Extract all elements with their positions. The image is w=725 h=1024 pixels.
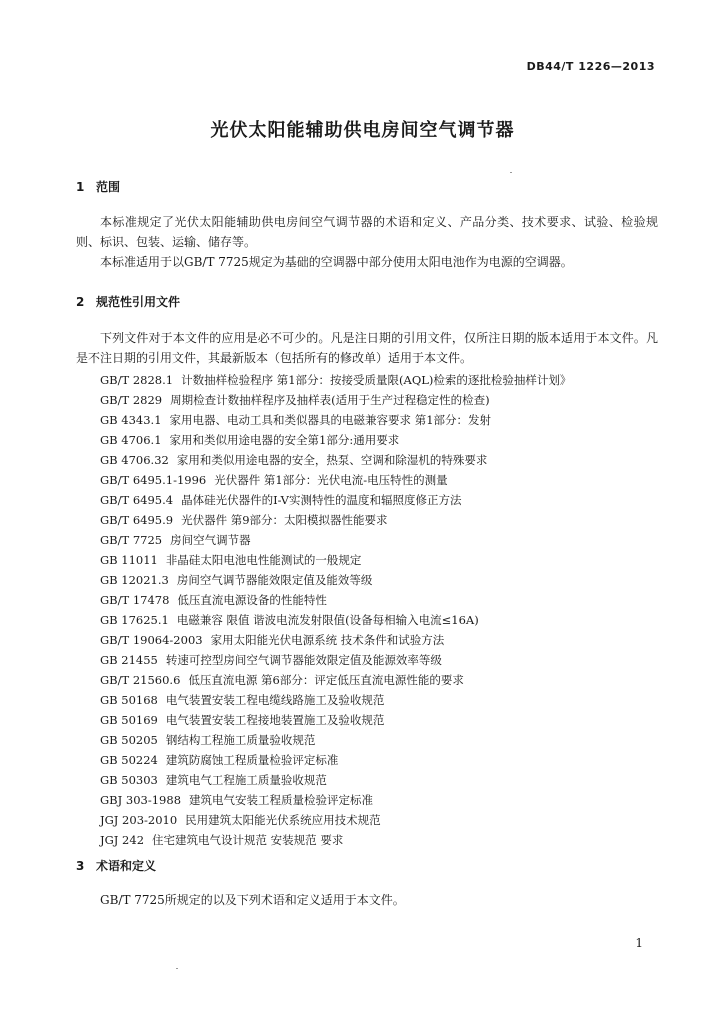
- scope-paragraph-1: 本标准规定了光伏太阳能辅助供电房间空气调节器的术语和定义、产品分类、技术要求、试验、检验规则、标识、包装、运输、储存等。: [76, 215, 658, 249]
- reference-item: [100, 430, 571, 450]
- section-number: 3: [76, 859, 85, 873]
- reference-title: 建筑电气安装工程质量检验评定标准: [189, 793, 374, 807]
- section-title: 范围: [96, 180, 121, 194]
- reference-code: GB 17625.1: [100, 613, 169, 627]
- reference-title: 晶体硅光伏器件的I-V实测特性的温度和辐照度修正方法: [181, 493, 462, 507]
- reference-title: 房间空气调节器能效限定值及能效等级: [176, 573, 373, 587]
- reference-code: JGJ 242: [100, 833, 145, 847]
- reference-code: GB 11011: [100, 553, 158, 567]
- reference-code: GB 4706.1: [100, 433, 162, 447]
- reference-code: GB 4706.32: [100, 453, 169, 467]
- reference-item: [100, 770, 571, 790]
- reference-item: [100, 830, 571, 850]
- reference-item: [100, 410, 571, 430]
- reference-item: [100, 570, 571, 590]
- reference-title: 低压直流电源 第6部分：评定低压直流电源性能的要求: [188, 673, 464, 687]
- reference-item: [100, 390, 571, 410]
- reference-code: GB 21455: [100, 653, 158, 667]
- reference-code: GB/T 6495.1-1996: [100, 473, 207, 487]
- reference-code: GB/T 21560.6: [100, 673, 181, 687]
- section-2-heading: [76, 293, 180, 310]
- reference-title: 民用建筑太阳能光伏系统应用技术规范: [185, 813, 381, 827]
- page-number: 1: [635, 936, 643, 950]
- reference-title: 家用太阳能光伏电源系统 技术条件和试验方法: [210, 633, 445, 647]
- reference-code: GB/T 6495.4: [100, 493, 174, 507]
- reference-code: GBJ 303-1988: [100, 793, 182, 807]
- reference-item: [100, 590, 571, 610]
- reference-title: 家用和类似用途电器的安全第1部分:通用要求: [169, 433, 400, 447]
- reference-item: [100, 790, 571, 810]
- reference-title: 电磁兼容 限值 谐波电流发射限值(设备每相输入电流≤16A): [176, 613, 479, 627]
- scan-speck: [176, 968, 178, 969]
- reference-title: 转速可控型房间空气调节器能效限定值及能源效率等级: [165, 653, 442, 667]
- reference-item: [100, 470, 571, 490]
- reference-item: [100, 650, 571, 670]
- reference-item: [100, 490, 571, 510]
- reference-item: [100, 710, 571, 730]
- reference-code: GB/T 2828.1: [100, 373, 174, 387]
- reference-title: 家用电器、电动工具和类似器具的电磁兼容要求 第1部分：发射: [169, 413, 492, 427]
- reference-title: 光伏器件 第9部分：太阳模拟器性能要求: [181, 513, 388, 527]
- terms-paragraph: GB/T 7725所规定的以及下列术语和定义适用于本文件。: [100, 893, 405, 907]
- reference-title: 钢结构工程施工质量验收规范: [165, 733, 316, 747]
- reference-code: GB 50224: [100, 753, 158, 767]
- reference-code: GB/T 19064-2003: [100, 633, 203, 647]
- reference-title: 非晶硅太阳电池电性能测试的一般规定: [165, 553, 362, 567]
- section-number: 1: [76, 180, 85, 194]
- section-1-heading: [76, 178, 120, 195]
- reference-code: GB 50168: [100, 693, 158, 707]
- reference-code: GB 50205: [100, 733, 158, 747]
- references-intro-paragraph: 下列文件对于本文件的应用是必不可少的。凡是注日期的引用文件，仅所注日期的版本适用于本文件。凡是不注日期的引用文件，其最新版本（包括所有的修改单）适用于本文件。: [76, 331, 658, 365]
- reference-title: 家用和类似用途电器的安全，热泵、空调和除湿机的特殊要求: [176, 453, 488, 467]
- reference-item: [100, 810, 571, 830]
- reference-item: [100, 670, 571, 690]
- scan-speck: [510, 172, 512, 173]
- reference-title: 电气装置安装工程电缆线路施工及验收规范: [165, 693, 385, 707]
- section-number: 2: [76, 295, 85, 309]
- document-title: 光伏太阳能辅助供电房间空气调节器: [210, 120, 515, 141]
- reference-code: GB 12021.3: [100, 573, 169, 587]
- reference-title: 电气装置安装工程接地装置施工及验收规范: [165, 713, 385, 727]
- reference-title: 低压直流电源设备的性能特性: [177, 593, 327, 607]
- reference-item: [100, 750, 571, 770]
- reference-item: [100, 450, 571, 470]
- reference-item: [100, 370, 571, 390]
- reference-item: [100, 730, 571, 750]
- reference-title: 住宅建筑电气设计规范 安装规范 要求: [152, 833, 344, 847]
- reference-code: GB 50169: [100, 713, 158, 727]
- reference-code: GB/T 6495.9: [100, 513, 174, 527]
- reference-code: GB/T 7725: [100, 533, 163, 547]
- reference-title: 光伏器件 第1部分：光伏电流-电压特性的测量: [214, 473, 448, 487]
- reference-title: 房间空气调节器: [170, 533, 251, 547]
- standard-code: DB44/T 1226—2013: [526, 60, 655, 73]
- reference-item: [100, 550, 571, 570]
- reference-item: [100, 530, 571, 550]
- reference-item: [100, 510, 571, 530]
- reference-code: JGJ 203-2010: [100, 813, 178, 827]
- reference-code: GB 50303: [100, 773, 158, 787]
- reference-code: GB 4343.1: [100, 413, 162, 427]
- reference-title: 计数抽样检验程序 第1部分：按接受质量限(AQL)检索的逐批检验抽样计划》: [181, 373, 572, 387]
- scope-paragraph-2: 本标准适用于以GB/T 7725规定为基础的空调器中部分使用太阳电池作为电源的空调器。: [100, 255, 573, 269]
- section-3-heading: [76, 857, 156, 874]
- reference-item: [100, 630, 571, 650]
- reference-item: [100, 690, 571, 710]
- reference-title: 建筑电气工程施工质量验收规范: [165, 773, 327, 787]
- normative-references-list: [100, 370, 571, 850]
- reference-item: [100, 610, 571, 630]
- reference-title: 建筑防腐蚀工程质量检验评定标准: [165, 753, 339, 767]
- reference-title: 周期检查计数抽样程序及抽样表(适用于生产过程稳定性的检查): [170, 393, 490, 407]
- section-title: 术语和定义: [96, 859, 157, 873]
- section-title: 规范性引用文件: [96, 295, 181, 309]
- reference-code: GB/T 2829: [100, 393, 163, 407]
- reference-code: GB/T 17478: [100, 593, 170, 607]
